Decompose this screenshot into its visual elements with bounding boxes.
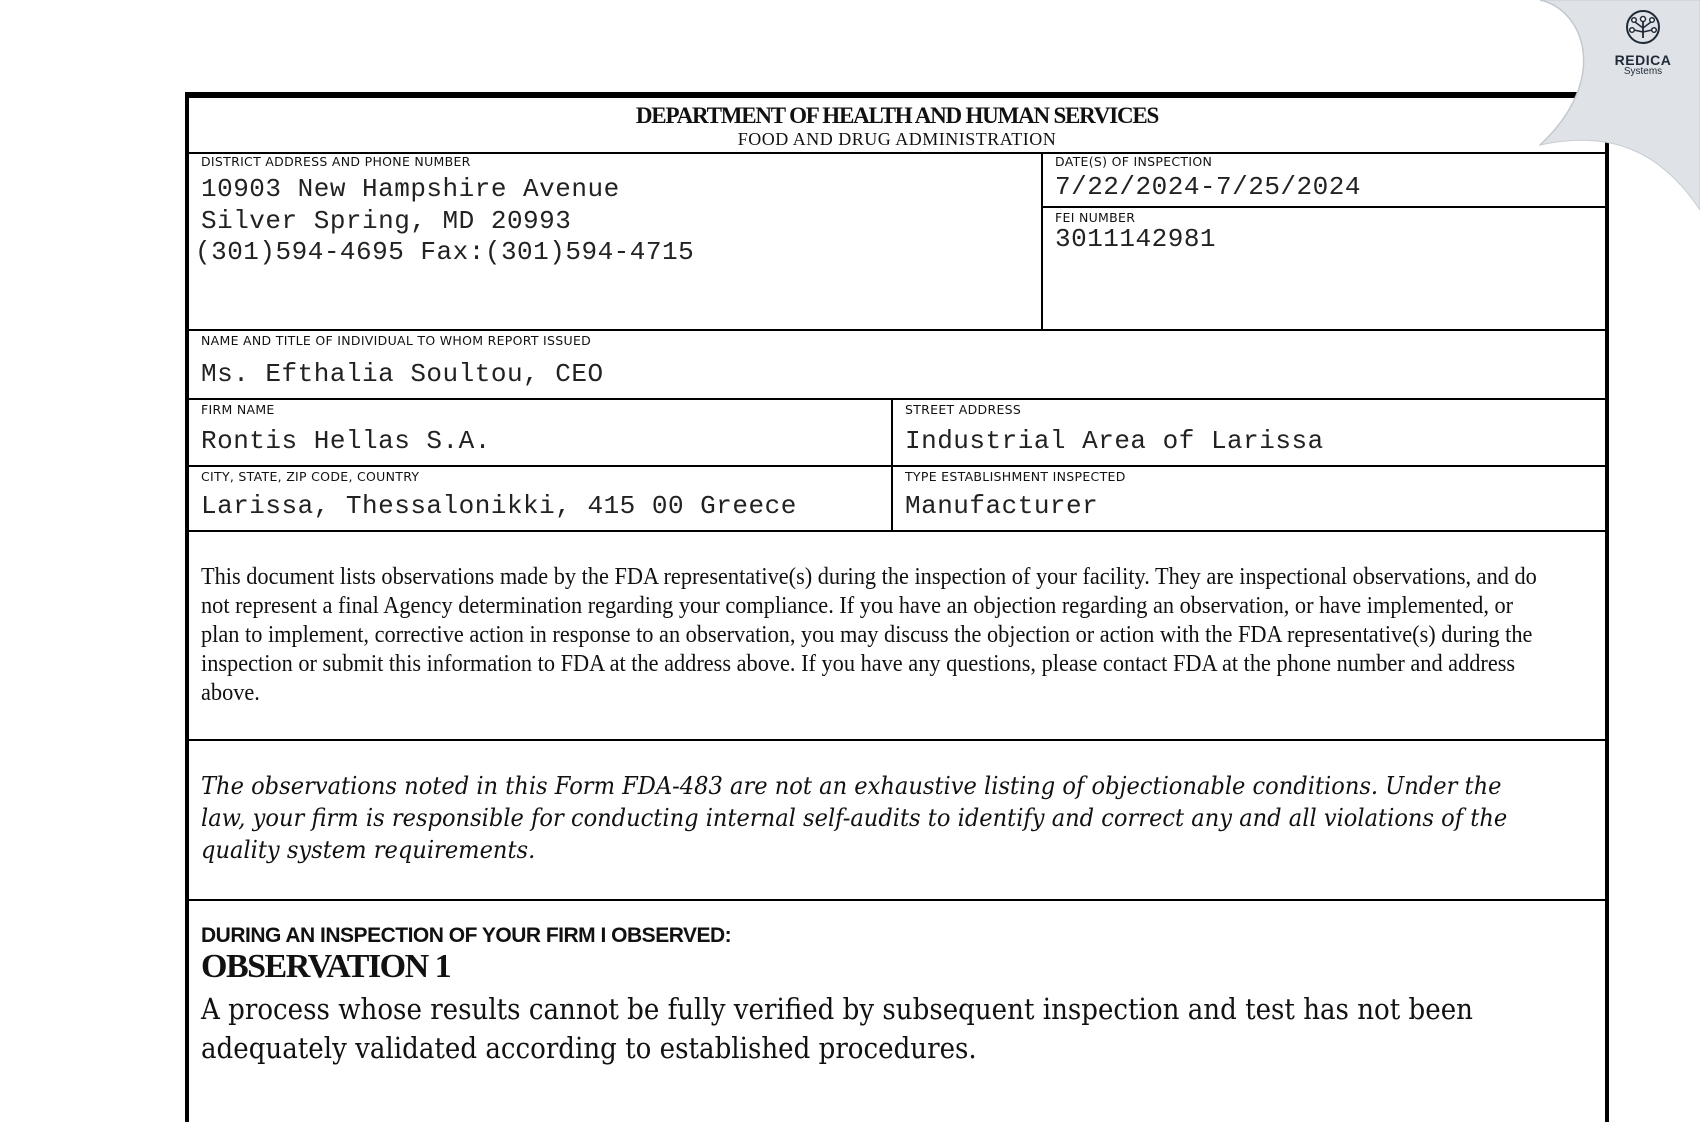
- divider: [189, 739, 1605, 741]
- dates-label: DATE(S) OF INSPECTION: [1055, 154, 1213, 169]
- individual-value: Ms. Efthalia Soultou, CEO: [201, 359, 604, 389]
- divider: [189, 530, 1605, 532]
- individual-cell: [189, 331, 1605, 399]
- establishment-label: TYPE ESTABLISHMENT INSPECTED: [905, 469, 1126, 484]
- establishment-cell: [893, 467, 1609, 531]
- disclaimer-paragraph: The observations noted in this Form FDA-483 are not an exhaustive listing of objectionable conditions. Under the law, your firm is responsible for conducting internal self-audits to identify and correct any and all violations of the quality system requirements.: [201, 772, 1508, 864]
- firm-value: Rontis Hellas S.A.: [201, 426, 491, 456]
- firm-label: FIRM NAME: [201, 402, 275, 417]
- observation-text: A process whose results cannot be fully verified by subsequent inspection and test has not been adequately validated according to established procedures.: [201, 992, 1473, 1065]
- redica-logo: [1598, 8, 1688, 77]
- observation-title: OBSERVATION 1: [201, 948, 451, 985]
- district-line-3: (301)594-4695 Fax:(301)594-4715: [195, 237, 695, 267]
- street-cell: [893, 400, 1609, 466]
- individual-label: NAME AND TITLE OF INDIVIDUAL TO WHOM REPORT ISSUED: [201, 333, 592, 348]
- district-label: DISTRICT ADDRESS AND PHONE NUMBER: [201, 154, 471, 169]
- district-address-cell: [189, 152, 1041, 330]
- establishment-value: Manufacturer: [905, 491, 1099, 521]
- logo-subtitle: Systems: [1623, 66, 1663, 77]
- dates-value: 7/22/2024-7/25/2024: [1055, 172, 1361, 202]
- city-label: CITY, STATE, ZIP CODE, COUNTRY: [201, 469, 420, 484]
- fei-cell: [1043, 208, 1609, 328]
- district-line-1: 10903 New Hampshire Avenue: [201, 174, 620, 204]
- street-value: Industrial Area of Larissa: [905, 426, 1324, 456]
- district-line-2: Silver Spring, MD 20993: [201, 206, 572, 236]
- divider: [189, 899, 1605, 901]
- fei-value: 3011142981: [1055, 224, 1217, 254]
- agency-title: FOOD AND DRUG ADMINISTRATION: [737, 129, 1057, 149]
- form-header: [189, 98, 1605, 154]
- city-value: Larissa, Thessalonikki, 415 00 Greece: [201, 491, 797, 521]
- observations-intro: DURING AN INSPECTION OF YOUR FIRM I OBSERVED:: [201, 924, 732, 947]
- logo-name: REDICA: [1614, 52, 1672, 68]
- fda-483-form: [185, 92, 1609, 1122]
- redica-logo-icon: [1624, 8, 1662, 46]
- department-title: DEPARTMENT OF HEALTH AND HUMAN SERVICES: [635, 103, 1159, 128]
- street-label: STREET ADDRESS: [905, 402, 1022, 417]
- firm-cell: [189, 400, 891, 466]
- fei-label: FEI NUMBER: [1055, 210, 1136, 225]
- notice-paragraph: This document lists observations made by the FDA representative(s) during the inspection of your facility. They are inspectional observations, and do not represent a final Agency determination regarding your compliance. If you have an objection regarding an observation, or have implemented, or plan to implement, corrective action in response to an observation, you may discuss the objection or action with the FDA representative(s) during the inspection or submit this information to FDA at the address above. If you have any questions, please contact FDA at the phone number and address above.: [201, 564, 1537, 706]
- city-cell: [189, 467, 891, 531]
